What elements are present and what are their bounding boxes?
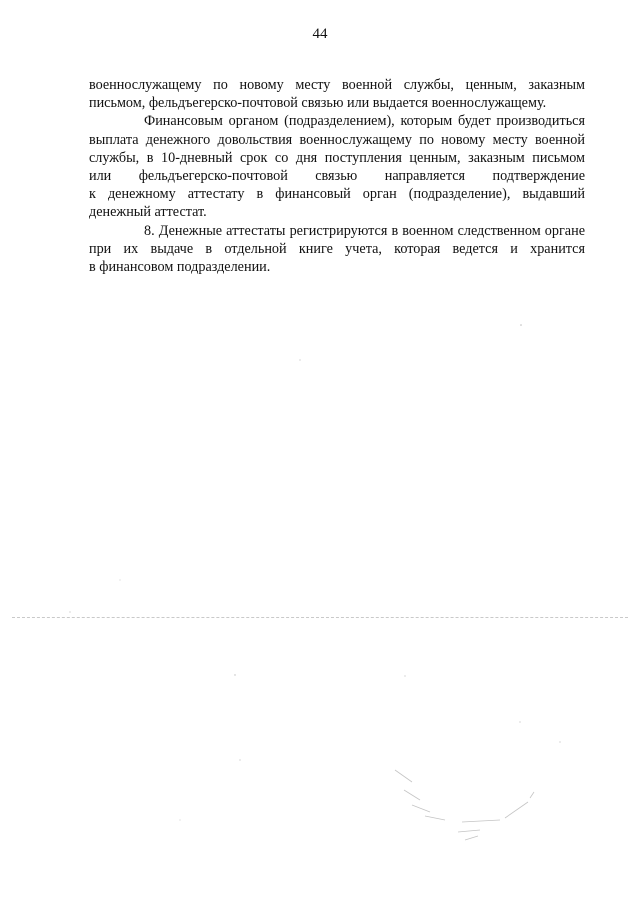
text-line: 8. Денежные аттестаты регистрируются в военном следственном органе [144, 222, 585, 239]
text-line: службы, в 10-дневный срок со дня поступления ценным, заказным письмом [89, 149, 585, 166]
text-line: выплата денежного довольствия военнослужащему по новому месту военной [89, 131, 585, 148]
text-line: или фельдъегерско-почтовой связью направляется подтверждение [89, 168, 585, 185]
text-line: военнослужащему по новому месту военной службы, ценным, заказным [89, 77, 585, 93]
paragraph-2 [89, 112, 585, 221]
text-line: при их выдаче в отдельной книге учета, которая ведется и хранится [89, 240, 585, 257]
page-number: 44 [312, 26, 328, 42]
scan-fold-line [12, 617, 628, 618]
document-body [89, 76, 585, 276]
paragraph-1 [89, 76, 585, 112]
text-line: Финансовым органом (подразделением), которым будет производиться [144, 113, 585, 130]
paragraph-3 [89, 222, 585, 277]
text-line: в финансовом подразделении. [89, 259, 271, 276]
text-line: денежный аттестат. [89, 204, 207, 221]
text-line: к денежному аттестату в финансовый орган (подразделение), выдавший [89, 186, 585, 203]
text-line: письмом, фельдъегерско-почтовой связью или выдается военнослужащему. [89, 95, 547, 112]
